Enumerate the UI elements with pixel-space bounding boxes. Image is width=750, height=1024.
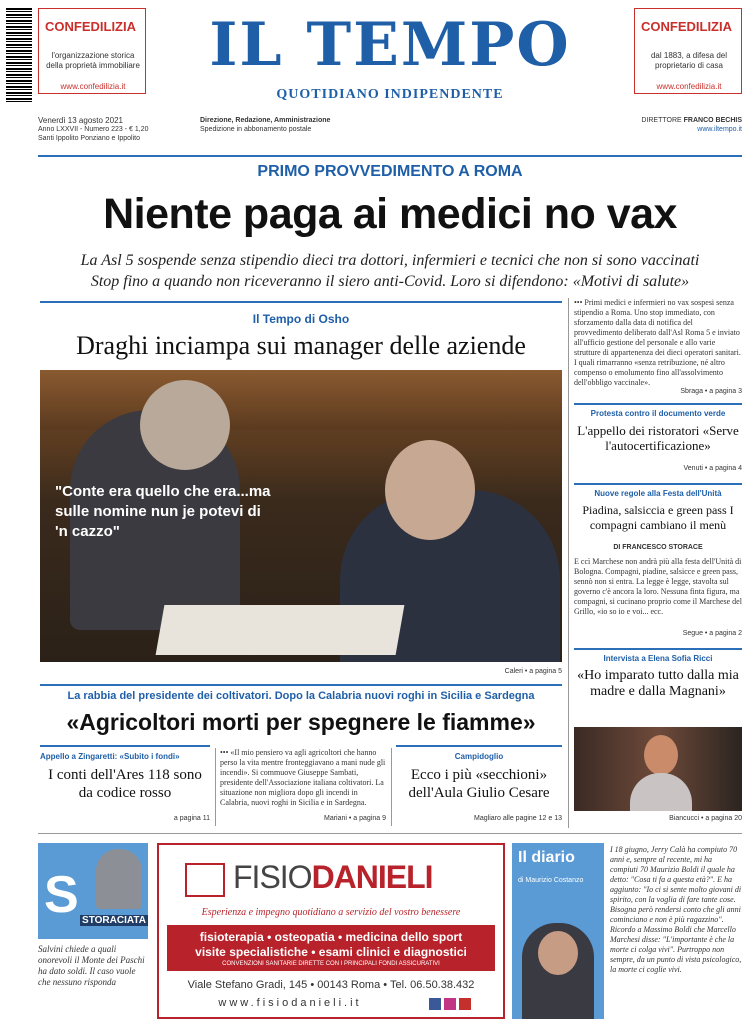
storaciata-text: Salvini chiede a quali onorevoli il Monte dei Paschi ha dato soldi. Il caso vuole che nessuno risponda xyxy=(38,944,145,987)
lead-deck-2: Stop fino a quando non riceveranno il siero anti-Covid. Loro si difendono: «Motivi di salute» xyxy=(90,273,690,290)
fisio-name xyxy=(233,859,433,896)
mid-divider-2 xyxy=(391,748,392,826)
social-icons xyxy=(429,997,489,1009)
diario-box xyxy=(512,843,604,1019)
side2-ref[interactable]: Segue • a pagina 2 xyxy=(682,630,742,637)
storaciata-s: S xyxy=(44,866,79,924)
campi-ref[interactable]: Magliaro alle pagine 12 e 13 xyxy=(474,815,562,822)
ares-ref[interactable]: a pagina 11 xyxy=(173,815,210,822)
fisio-services-2: visite specialistiche • esami clinici e diagnostici xyxy=(195,945,467,959)
side1-ref[interactable]: Venuti • a pagina 4 xyxy=(683,465,742,472)
head-right xyxy=(385,440,475,540)
side3-ref[interactable]: Biancucci • a pagina 20 xyxy=(669,815,742,822)
fisio-name-a: FISIO xyxy=(233,859,312,895)
lead-headline: Niente paga ai medici no vax xyxy=(103,190,677,238)
youtube-icon[interactable] xyxy=(459,998,471,1010)
ricci-head xyxy=(644,735,678,775)
mid-divider-1 xyxy=(215,748,216,826)
ad-left-text: l'organizzazione storica della proprietà immobiliare xyxy=(46,51,140,70)
ad-right[interactable] xyxy=(634,8,742,94)
instagram-icon[interactable] xyxy=(444,998,456,1010)
costanzo-photo xyxy=(522,923,594,1019)
ad-right-text: dal 1883, a difesa del proprietario di casa xyxy=(650,51,728,70)
farm-headline: «Agricoltori morti per spegnere le fiamme» xyxy=(66,709,536,735)
side1-kicker: Protesta contro il documento verde xyxy=(590,409,726,418)
lead-deck-1: La Asl 5 sospende senza stipendio dieci tra dottori, infermieri e tecnici che non si sono vaccinati xyxy=(80,252,700,269)
ricci-photo xyxy=(574,727,742,811)
campi-headline: Ecco i più «secchioni» dell'Aula Giulio Cesare xyxy=(408,767,550,801)
mid-body: ••• «Il mio pensiero va agli agricoltori che hanno perso la vita mentre fronteggiavano a mani nude gli incendi». Si commuove Giuseppe Sambati, presidente dell'Associazione italiana coltivatori. La situazione non migliora dopo gli incendi in Calabria, nuovi roghi in Sicilia e in Sardegna. xyxy=(220,748,386,807)
draghi-photo xyxy=(40,370,562,662)
side2-headline: Piadina, salsiccia e green pass I compagni cambiano il menù xyxy=(582,503,734,532)
column-divider xyxy=(568,298,569,828)
mid-ref[interactable]: Mariani • a pagina 9 xyxy=(324,815,386,822)
side3-kicker: Intervista a Elena Sofia Ricci xyxy=(603,654,713,663)
side2-byline: DI FRANCESCO STORACE xyxy=(613,544,703,551)
header-rule xyxy=(38,155,742,157)
edition-info xyxy=(38,116,168,143)
side1-headline: L'appello dei ristoratori «Serve l'autocertificazione» xyxy=(577,423,739,453)
ricci-dress xyxy=(630,773,692,811)
ares-kicker: Appello a Zingaretti: «Subito i fondi» xyxy=(40,752,180,761)
side2-kicker: Nuove regole alla Festa dell'Unità xyxy=(594,489,722,498)
fisio-services-1: fisioterapia • osteopatia • medicina dello sport xyxy=(199,930,463,944)
diario-author: di Maurizio Costanzo xyxy=(518,877,584,884)
lead-ref[interactable]: Sbraga • a pagina 3 xyxy=(680,388,742,395)
farm-rule xyxy=(40,684,562,686)
barcode xyxy=(6,8,32,104)
head-left xyxy=(140,380,230,470)
confedilizia-logo: CONFEDILIZIA xyxy=(45,19,136,34)
campi-kicker: Campidoglio xyxy=(454,752,504,761)
storaciata-label: STORACIATA xyxy=(80,915,148,926)
director-name: FRANCO BECHIS xyxy=(683,117,742,124)
masthead-subtitle: QUOTIDIANO INDIPENDENTE xyxy=(276,87,504,102)
fisio-name-b: DANIELI xyxy=(311,859,433,895)
osho-kicker: Il Tempo di Osho xyxy=(252,312,350,326)
costanzo-head xyxy=(538,931,578,975)
fisio-logo-icon xyxy=(185,863,225,897)
diario-body: I 18 giugno, Jerry Calà ha compiuto 70 anni e, sempre al recente, mi ha compiuti 70 Maurizio Boldi il quale ha detto: "Cosa ti fa a questa età?". E ha aggiunto: "Io ci si sente molto giovani di spirito, con la voglia di fare tante cose. Bisogna però rendersi conto che gli anni cominciano e non è più ragazzino". Ricordo a Massimo Boldi che Marcello Marchesi disse: "L'importante è che la morte ci colga vivi". Purtroppo non sempre, da un punto di vista psicologico, la morte ci coglie vivi. xyxy=(610,845,742,974)
publisher-line1: Direzione, Redazione, Amministrazione xyxy=(200,117,331,124)
fisiodanieli-ad[interactable] xyxy=(157,843,505,1019)
side3-rule xyxy=(574,648,742,650)
publisher-info xyxy=(200,116,580,134)
edition-issue: Anno LXXVII - Numero 223 - € 1,20 xyxy=(38,126,149,133)
edition-date: Venerdì 13 agosto 2021 xyxy=(38,116,123,125)
osho-ref[interactable]: Caleri • a pagina 5 xyxy=(504,668,562,675)
fisio-tagline: Esperienza e impegno quotidiano a servizio del vostro benessere xyxy=(201,907,461,918)
side1-rule xyxy=(574,403,742,405)
bottom-section-rule xyxy=(38,833,742,834)
storaciata-box xyxy=(38,843,148,939)
ares-rule xyxy=(40,745,210,747)
publisher-line2: Spedizione in abbonamento postale xyxy=(200,126,312,133)
osho-rule xyxy=(40,301,562,303)
edition-saints: Santi Ippolito Ponziano e Ippolito xyxy=(38,135,140,142)
ad-left[interactable] xyxy=(38,8,146,94)
ad-left-url[interactable]: www.confedilizia.it xyxy=(60,82,126,91)
side2-rule xyxy=(574,483,742,485)
facebook-icon[interactable] xyxy=(429,998,441,1010)
fisio-conv: CONVENZIONI SANITARIE DIRETTE CON I PRINCIPALI FONDI ASSICURATIVI xyxy=(222,961,440,967)
storace-photo xyxy=(96,849,142,909)
ares-headline: I conti dell'Ares 118 sono da codice rosso xyxy=(48,767,202,801)
masthead-title: IL TEMPO xyxy=(209,10,571,80)
desk-papers xyxy=(156,605,405,655)
fisio-address: Viale Stefano Gradi, 145 • 00143 Roma • Tel. 06.50.38.432 xyxy=(187,979,475,991)
director-label: DIRETTORE xyxy=(641,117,682,124)
side3-headline: «Ho imparato tutto dalla mia madre e dalla Magnani» xyxy=(577,668,739,699)
director-info xyxy=(620,116,742,134)
osho-quote: "Conte era quello che era...ma sulle nomine nun je potevi di 'n cazzo" xyxy=(55,483,271,540)
lead-body: ••• Primi medici e infermieri no vax sospesi senza stipendio a Roma. Uno stop immediato, con sforzamento dalla data di notifica del provvedimento deliberato dall'Asl Roma 5 e inviato all'ufficio gestione del personale e allo varie strutture di appartenenza dei dieci operatori sanitari. I quali rimarranno «senza retribuzione, né altro compenso o emolumento fino all'assolvimento dell'obbligo vaccinale». xyxy=(574,298,741,387)
campi-rule xyxy=(396,745,562,747)
side2-body: E ccì Marchese non andrà più alla festa dell'Unità di Bologna. Compagni, piadine, salsicce e green pass, sennò non si entra. La legge è legge, stavolta sul governo c'è ancora la loro. Nessuna finta figura, ma compagni, si cucinano proprio come il Marchese del Grillo, «io so io e voi... ecc. xyxy=(574,557,742,616)
farm-kicker: La rabbia del presidente dei coltivatori. Dopo la Calabria nuovi roghi in Sicilia e Sardegna xyxy=(67,690,535,702)
fisio-services xyxy=(167,925,495,971)
fisio-url[interactable]: www.fisiodanieli.it xyxy=(218,997,362,1009)
lead-kicker: PRIMO PROVVEDIMENTO A ROMA xyxy=(257,163,523,180)
ad-right-url[interactable]: www.confedilizia.it xyxy=(656,82,722,91)
confedilizia-logo: CONFEDILIZIA xyxy=(641,19,732,34)
site-url[interactable]: www.iltempo.it xyxy=(697,126,742,133)
osho-headline: Draghi inciampa sui manager delle aziende xyxy=(76,331,526,360)
diario-title: Il diario xyxy=(518,849,575,866)
